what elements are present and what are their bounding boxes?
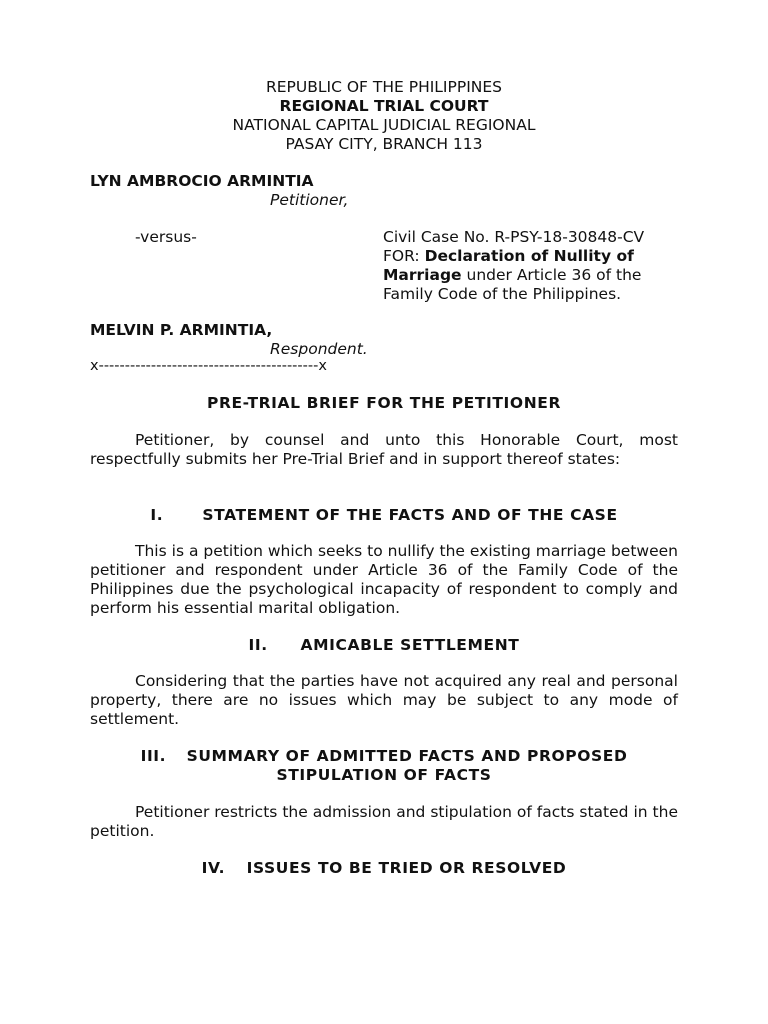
header-republic: REPUBLIC OF THE PHILIPPINES — [265, 78, 502, 96]
section-1-number: I. — [150, 506, 164, 524]
section-1-title: STATEMENT OF THE FACTS AND OF THE CASE — [202, 506, 618, 524]
section-3-title-line1: SUMMARY OF ADMITTED FACTS AND PROPOSED — [186, 747, 628, 765]
section-3-body: Petitioner restricts the admission and stipulation of facts stated in the petition. — [90, 803, 678, 840]
section-3-heading-line2: STIPULATION OF FACTS — [276, 766, 492, 784]
header-branch: PASAY CITY, BRANCH 113 — [285, 135, 483, 153]
caption-separator: x------------------------------------------x — [90, 358, 327, 374]
petitioner-role: Petitioner, — [270, 191, 349, 209]
case-number: Civil Case No. R-PSY-18-30848-CV — [383, 228, 645, 246]
header-region: NATIONAL CAPITAL JUDICIAL REGIONAL — [232, 116, 536, 134]
section-4-heading — [90, 859, 678, 878]
petitioner-name: LYN AMBROCIO ARMINTIA — [90, 172, 314, 190]
section-2-heading — [90, 636, 678, 655]
respondent-role: Respondent. — [270, 340, 368, 358]
section-2-title: AMICABLE SETTLEMENT — [300, 636, 520, 654]
section-3-number: III. — [140, 747, 167, 765]
for-label: FOR: — [383, 247, 420, 265]
for-bold-1: Declaration of Nullity of — [424, 247, 634, 265]
intro-paragraph: Petitioner, by counsel and unto this Honorable Court, most respectfully submits her Pre-Trial Brief and in support thereof states: — [90, 431, 678, 468]
document-title: PRE-TRIAL BRIEF FOR THE PETITIONER — [207, 394, 561, 412]
case-for-line2 — [383, 266, 641, 285]
section-3-heading — [90, 747, 678, 766]
case-for-line1 — [383, 247, 634, 266]
section-1-body: This is a petition which seeks to nullify the existing marriage between petitioner and respondent under Article 36 of the Family Code of the Philippines due the psychological incapacity of respondent to comply and perform his essential marital obligation. — [90, 542, 678, 617]
section-4-title: ISSUES TO BE TRIED OR RESOLVED — [246, 859, 567, 877]
case-for-line3: Family Code of the Philippines. — [383, 285, 622, 303]
for-bold-2: Marriage — [383, 266, 462, 284]
respondent-name: MELVIN P. ARMINTIA, — [90, 321, 273, 339]
header-court: REGIONAL TRIAL COURT — [279, 97, 489, 115]
section-4-number: IV. — [201, 859, 226, 877]
for-rest-2: under Article 36 of the — [466, 266, 642, 284]
section-2-number: II. — [248, 636, 268, 654]
versus-label: -versus- — [135, 228, 197, 246]
section-2-body: Considering that the parties have not acquired any real and personal property, there are no issues which may be subject to any mode of settlement. — [90, 672, 678, 728]
section-1-heading — [90, 506, 678, 525]
